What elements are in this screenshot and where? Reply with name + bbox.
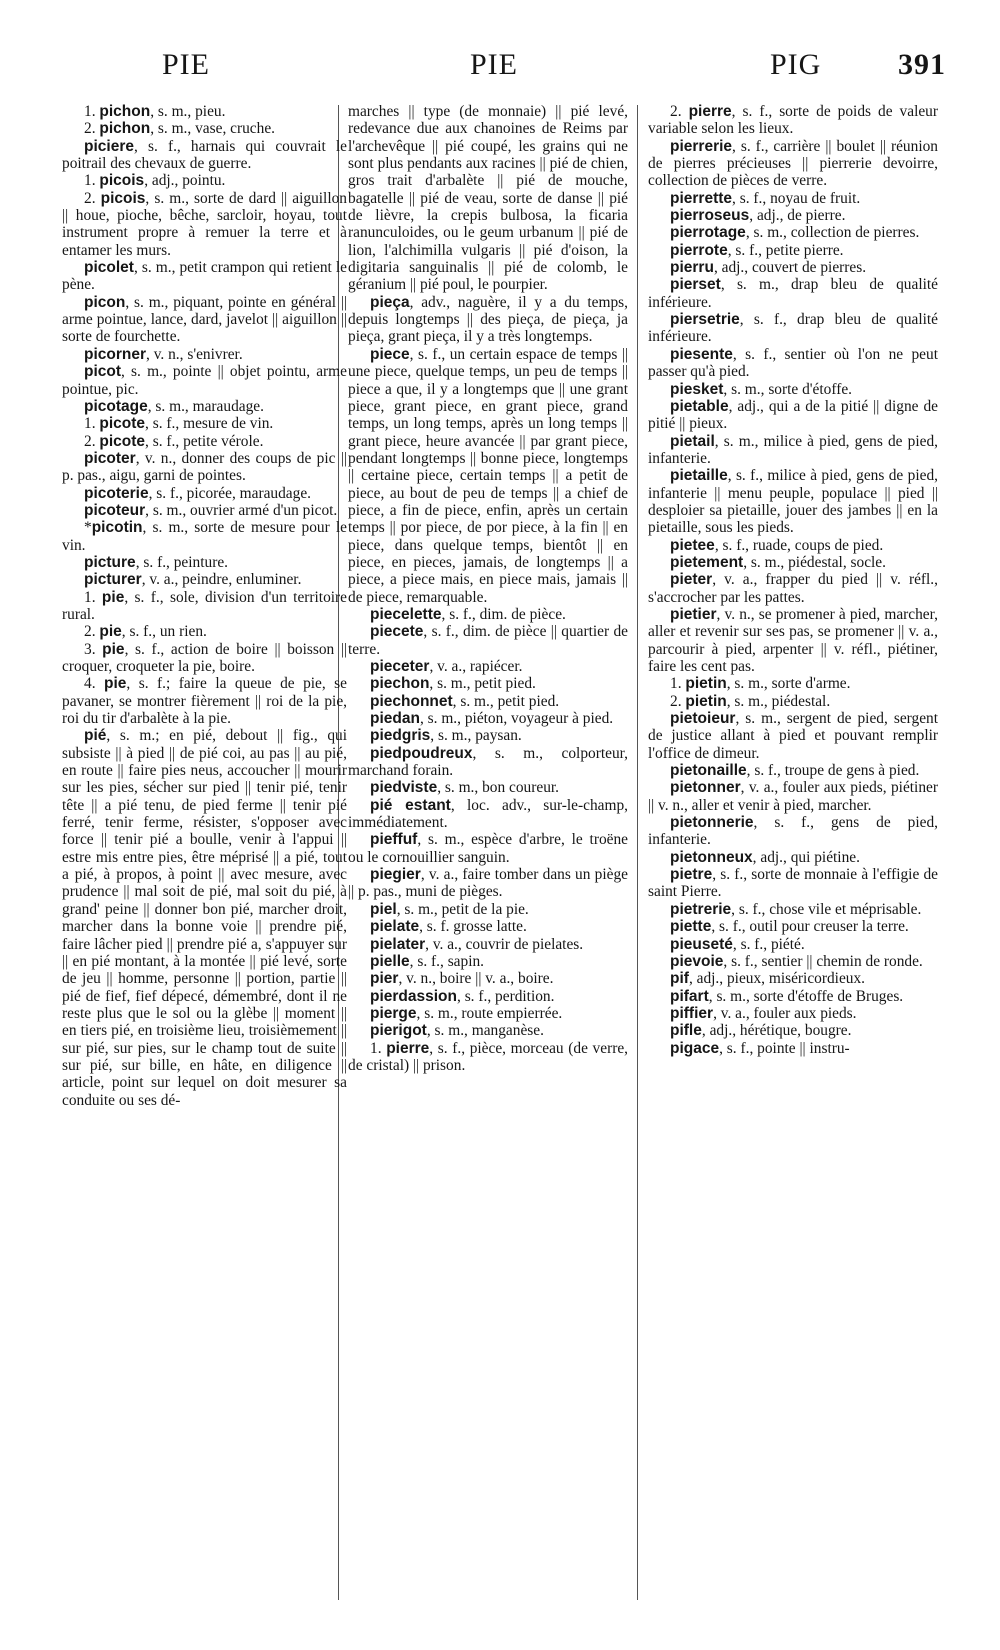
dictionary-entry [62,363,347,398]
headword: pierroseus [670,207,750,225]
dictionary-entry [648,779,938,814]
dictionary-entry [62,727,347,1109]
dictionary-entry [348,901,628,918]
dictionary-entry [648,1022,938,1039]
entry-number: 2. [670,103,689,120]
dictionary-entry [648,190,938,207]
headword: piechonnet [370,692,453,710]
headword: pierre [688,103,732,120]
headword: piechon [370,675,430,693]
dictionary-entry [62,623,347,640]
dictionary-entry [62,398,347,415]
running-head-center: PIE [470,48,518,81]
dictionary-entry [348,918,628,935]
definition: , v. a., frapper du pied || v. réfl., s'accrocher par les pattes. [648,571,938,606]
definition: , s. f., sapin. [409,952,485,970]
entry-number: 1. [84,103,100,120]
definition: , s. m., maraudage. [147,397,264,415]
dictionary-entry [648,988,938,1005]
headword: pietin [685,675,727,693]
dictionary-entry [648,571,938,606]
definition: , s. f., harnais qui couvrait le poitrail des chevaux de guerre. [62,137,347,173]
definition: , s. m., route empierrée. [416,1004,563,1022]
headword: picot [84,363,122,381]
definition: , s. f., drap bleu de qualité inférieure. [648,311,938,346]
page-header [0,40,1000,100]
dictionary-entry [648,710,938,762]
headword: piedviste [370,779,438,797]
definition: , v. a., fouler aux pieds. [713,1004,857,1022]
headword: pieceter [370,658,430,675]
dictionary-entry [62,294,347,346]
headword: pifart [670,987,709,1005]
headword: pielater [370,935,426,953]
headword: pierdassion [370,987,457,1005]
headword: pie [104,675,127,693]
dictionary-entry [348,1022,628,1039]
headword: pichon [99,103,151,120]
definition: , s. m., petit de la pie. [396,900,529,918]
definition: , adj., hérétique, bougre. [701,1022,852,1040]
definition: , s. m., milice à pied, gens de pied, infanterie. [648,432,938,467]
definition: , v. a., peindre, enluminer. [141,571,302,589]
definition: , adj., de pierre. [749,207,846,225]
entry-number: 1. [84,588,102,606]
definition: , s. f., petite vérole. [145,432,264,450]
definition: , s. f., mesure de vin. [145,415,274,433]
dictionary-entry [648,814,938,849]
definition: , adv., naguère, il y a du temps, depuis longtemps || des pieça, de pieça, ja pieça, grant pieça, il y a très longtemps. [348,293,628,346]
dictionary-entry [648,467,938,536]
headword: pielle [370,952,410,970]
definition: , s. f. grosse latte. [419,918,527,936]
dictionary-entry [648,866,938,901]
dictionary-entry [348,831,628,866]
headword: pietable [670,397,729,415]
definition: , s. f., perdition. [457,987,555,1005]
dictionary-entry [648,554,938,571]
dictionary-entry [648,433,938,468]
headword: pietonner [670,779,741,797]
headword: pierigot [370,1022,427,1040]
definition: , s. m., sergent de pied, sergent de justice allant à pied et pouvant remplir l'office de dimeur. [648,710,938,762]
dictionary-entry [348,745,628,780]
definition: , s. m., petit pied. [452,692,560,710]
definition: , s. m., sorte de dard || aiguillon || houe, pioche, bêche, sarcloir, hoyau, tout instrument propre à remuer la terre et à entamer les murs. [62,189,347,259]
dictionary-entry [648,259,938,276]
headword: pieça [370,293,410,311]
headword: picois [99,172,145,190]
entry-number: 2. [84,432,100,450]
headword: picturer [84,571,142,589]
dictionary-entry [648,606,938,675]
headword: pierrote [670,241,728,259]
definition: , s. f., sentier où l'on ne peut passer qu'à pied. [648,345,938,381]
dictionary-entry [648,207,938,224]
headword: pichon [99,120,151,138]
headword: picoteur [84,501,146,519]
headword: pierrette [670,189,733,207]
definition: , s. m., paysan. [430,727,522,745]
headword: picture [84,553,136,571]
headword: pierru [670,259,714,277]
definition: , s. f., dim. de pièce. [441,605,566,623]
headword: pifle [670,1022,702,1040]
definition: , v. a., faire tomber dans un piège || p. pas., muni de pièges. [348,866,628,901]
headword: pietaille [670,467,728,485]
headword: piel [370,900,397,918]
dictionary-entry [348,988,628,1005]
definition: , s. f., sole, division d'un territoire rural. [62,588,348,623]
definition: , adj., pointu. [144,172,226,190]
dictionary-entry [348,970,628,987]
dictionary-entry [348,1005,628,1022]
definition: , s. f., outil pour creuser la terre. [711,918,909,936]
headword: pierrerie [670,137,733,155]
headword: piersetrie [670,311,740,329]
definition: , s. m., collection de pierres. [745,224,920,242]
dictionary-entry [648,953,938,970]
entry-number: 4. [84,675,104,693]
definition: , s. m., piédestal. [726,692,831,710]
entry-number: 1. [370,1039,387,1057]
headword: pielate [370,918,420,936]
dictionary-entry [648,675,938,692]
dictionary-entry [348,346,628,606]
headword: pié estant [370,796,451,814]
headword: pietrerie [670,900,732,918]
definition: , s. m., drap bleu de qualité inférieure. [648,276,938,311]
definition: , s. f., troupe de gens à pied. [746,762,920,780]
headword: pietonnerie [670,814,754,832]
dictionary-entry [648,936,938,953]
definition: , adj., pieux, miséricordieux. [688,970,866,988]
dictionary-entry [648,693,938,710]
definition: , v. n., boire || v. a., boire. [398,970,554,988]
definition: , v. a., couvrir de pielates. [425,935,584,953]
headword: pievoie [670,952,724,970]
definition: , s. f., sorte de monnaie à l'effigie de saint Pierre. [648,866,938,901]
entry-number: 2. [84,623,100,641]
dictionary-entry [648,849,938,866]
entry-number: 2. [84,120,100,138]
dictionary-entry [62,433,347,450]
headword: pietin [685,692,727,710]
dictionary-entry [62,138,347,173]
headword: picote [99,415,146,433]
definition: , s. m., petit pied. [429,675,536,693]
column-3 [648,103,938,1057]
headword: pieter [670,571,713,589]
headword: picote [99,432,146,450]
headword: pigace [670,1039,720,1057]
headword: pierset [670,276,721,294]
definition: , s. f., chose vile et méprisable. [731,900,922,918]
definition: , adj., qui piétine. [752,848,860,866]
dictionary-entry [62,641,347,676]
headword: piesente [670,345,733,363]
dictionary-entry [348,658,628,675]
headword: pie [102,640,125,658]
running-head-left: PIE [162,48,210,81]
definition: , s. f., picorée, maraudage. [148,484,311,502]
definition: , adj., qui a de la pitié || digne de pitié || pieux. [648,397,938,433]
dictionary-entry [648,103,938,138]
dictionary-entry [648,762,938,779]
definition: , s. m., petit crampon qui retient le pène. [62,259,347,294]
headword: pietonneux [670,848,753,866]
dictionary-entry [348,866,628,901]
definition: , s. f., pointe || instru- [719,1039,850,1057]
dictionary-entry [648,276,938,311]
dictionary-entry [648,1005,938,1022]
headword: pieffuf [370,831,418,849]
headword: pierre [386,1039,430,1057]
column-1 [62,103,347,1109]
headword: piecete [370,623,424,641]
headword: pierge [370,1004,417,1022]
dictionary-entry [62,172,347,189]
dictionary-entry [62,346,347,363]
dictionary-entry [648,918,938,935]
dictionary-entry [648,537,938,554]
definition: , s. m.; en pié, debout || fig., qui subsiste || à pied || de pié coi, au pas || au pié, en route || faire pies neus, accoucher || mourir sur les pies, sécher sur pied || tenir pié, tenir tête || a pié tenu, de pied ferme || tenir pié ferré, tenir ferme, résister, s'opposer avec force || tenir pié a boulle, venir à l'appui || estre mis entre pies, être méprisé || a pié, tout a pié, à propos, à point || avec mesure, avec prudence || mal soit de pié, mal soit du pié, à grand' peine || donner bon pié, marcher droit, marcher dans la bonne voie || prendre pié, faire lâcher pied || prendre pié a, s'appuyer sur || en pié montant, à la montée || pié levé, sorte de jeu || homme, personne || portion, partie || pié de fief, fief dépecé, démembré, dont il ne reste plus que le sol ou la glèbe || moment || en tiers pié, en troisième lieu, troisièmement || sur pié, sur pies, sur le champ tout de suite || sur pié, sur bille, en hâte, en diligence || article, point sur lequel on doit mesurer sa conduite ou ses dé- [62,727,347,1109]
definition: , s. m., sorte d'étoffe de Bruges. [708,987,904,1005]
headword: piecelette [370,605,442,623]
headword: pieuseté [670,935,733,953]
definition: , s. m., ouvrier armé d'un picot. [145,501,338,519]
headword: picoterie [84,484,149,502]
dictionary-entry [62,502,347,519]
definition: , loc. adv., sur-le-champ, immédiatement. [348,796,628,832]
dictionary-entry [648,1040,938,1057]
definition: , s. m., espèce d'arbre, le troëne ou le cornouillier sanguin. [348,831,628,866]
headword: picois [100,189,146,207]
definition: , s. f., un rien. [121,623,207,641]
column-divider [637,105,638,1600]
page-number: 391 [898,48,946,81]
definition: , s. m., sorte d'étoffe. [723,380,853,398]
definition: , s. f., ruade, coups de pied. [714,536,884,554]
entry-number: 1. [84,172,100,190]
dictionary-entry [348,103,628,294]
definition: , s. f., un certain espace de temps || une piece, quelque temps, un peu de temps || piece a que, il y a longtemps que || une grant piece, grant piece, en grant piece, grand temps, un long temps, après un long temps || grant piece, heure avancée || par grant piece, pendant longtemps || bonne piece, longtemps || certaine piece, certain temps || a petit de piece, au bout de peu de temps || a chief de piece, a fin de piece, enfin, après un certain temps || por piece, de por piece, à la fin || en piece, dans quelque temps, bientôt || en piece, en pieces, jamais, de longtemps || a piece, a piece mais, en piece mais, jamais || de piece, remarquable. [348,345,628,606]
headword: pif [670,970,689,988]
headword: pietre [670,866,713,884]
headword: piece [370,345,410,363]
definition: , v. a., rapiécer. [429,658,523,675]
definition: , s. m., sorte d'arme. [726,675,851,693]
dictionary-entry [62,190,347,259]
headword: piesket [670,380,724,398]
definition: , s. f., milice à pied, gens de pied, infanterie || menu peuple, populace || pied || desploier sa pietaille, jouer des jambes || en la pietaille, sous les pieds. [648,467,938,537]
dictionary-entry [348,1040,628,1075]
headword: pierrotage [670,224,746,242]
definition: , s. m., colporteur, marchand forain. [348,744,628,780]
definition: , s. m., sorte de mesure pour le vin. [62,519,347,554]
definition: , s. f., peinture. [135,553,229,571]
definition: , s. f., sorte de poids de valeur variable selon les lieux. [648,103,939,138]
definition: , s. m., pieu. [150,103,226,120]
dictionary-entry [648,398,938,433]
dictionary-entry [348,936,628,953]
headword: piedgris [370,727,431,745]
dictionary-entry [648,224,938,241]
dictionary-entry [648,346,938,381]
dictionary-entry [648,242,938,259]
headword: piedpoudreux [370,744,473,762]
headword: pié [84,727,107,745]
definition: , s. f., gens de pied, infanterie. [648,814,938,849]
entry-number: 3. [84,640,103,658]
headword: pie [99,623,122,641]
entry-number: 1. [670,675,686,693]
dictionary-entry [62,675,347,727]
definition: , s. f., carrière || boulet || réunion de pierres précieuses || pierrerie devoirre, collection de pièces de verre. [648,137,938,190]
headword: pietonaille [670,762,747,780]
dictionary-entry [348,727,628,744]
running-head-right: PIG [770,48,822,81]
definition: , adj., couvert de pierres. [713,259,867,277]
headword: pietement [670,553,744,571]
dictionary-entry [648,970,938,987]
headword: pie [101,588,125,606]
definition: , s. f., piété. [732,935,805,953]
definition: , s. f., noyau de fruit. [732,189,861,207]
dictionary-entry [62,571,347,588]
definition: , s. f.; faire la queue de pie, se pavaner, se montrer fièrement || roi de la pie, roi du tir d'arbalète à la pie. [62,675,347,728]
headword: pietee [670,536,715,554]
definition: , v. n., donner des coups de pic || p. pas., aigu, garni de pointes. [62,449,347,485]
dictionary-entry [62,485,347,502]
dictionary-entry [62,120,347,137]
definition: , v. n., se promener à pied, marcher, aller et revenir sur ses pas, se promener || v. a., parcourir à pied, arpenter || v. réfl., piétiner, faire les cent pas. [648,605,938,675]
headword: pier [370,970,399,988]
definition: , v. n., s'enivrer. [146,345,243,363]
dictionary-entry [348,294,628,346]
headword: picoter [84,449,136,467]
headword: piffier [670,1004,714,1022]
dictionary-entry [62,415,347,432]
definition: , s. f., action de boire || boisson || croquer, croqueter la pie, boire. [62,640,348,675]
dictionary-entry [348,693,628,710]
headword: picotin [91,519,143,537]
entry-number: 2. [670,692,686,710]
headword: pietier [670,605,717,623]
dictionary-entry [62,519,347,554]
dictionary-entry [348,797,628,832]
entry-number: * [84,519,92,537]
dictionary-entry [62,554,347,571]
definition: , s. m., vase, cruche. [150,120,275,138]
definition: , s. f., dim. de pièce || quartier de terre. [348,623,628,658]
definition: , s. m., pointe || objet pointu, arme pointue, pic. [62,363,347,398]
definition: , s. m., bon coureur. [437,779,560,797]
headword: piette [670,918,712,936]
definition: marches || type (de monnaie) || pié levé, redevance due aux chanoines de Reims par l'archevêque || pié coupé, les grains qui ne sont plus pendants aux racines || pié de chien, gros trait d'arbalète || pié de mouche, bagatelle || pié de veau, sorte de danse || pié de lièvre, la crepis bulbosa, la ficaria ranunculoides, ou le geum urbanum || pié de lion, l'alchimilla vulgaris || pié d'oison, la digitaria sanguinalis || pié de colomb, le géranium || pié poul, le pourpier. [348,103,628,294]
dictionary-entry [348,953,628,970]
dictionary-entry [648,901,938,918]
entry-number: 2. [84,189,101,207]
headword: piegier [370,866,421,884]
dictionary-entry [648,138,938,190]
headword: pietail [670,432,715,450]
dictionary-entry [348,779,628,796]
dictionary-entry [62,589,347,624]
definition: , s. f., pièce, morceau (de verre, de cristal) || prison. [348,1039,629,1074]
dictionary-entry [648,381,938,398]
headword: piciere [84,137,134,155]
headword: pietoieur [670,710,736,728]
definition: , s. m., piéton, voyageur à pied. [419,710,614,728]
dictionary-entry [62,259,347,294]
definition: , v. a., fouler aux pieds, piétiner || v. n., aller et venir à pied, marcher. [648,779,938,814]
dictionary-entry [348,675,628,692]
definition: , s. m., piédestal, socle. [743,553,886,571]
dictionary-entry [62,450,347,485]
headword: piedan [370,710,420,728]
column-2 [348,103,628,1074]
headword: picotage [84,397,148,415]
dictionary-entry [348,710,628,727]
headword: picolet [84,259,134,277]
headword: picon [84,293,126,311]
entry-number: 1. [84,415,100,433]
headword: picorner [84,345,147,363]
definition: , s. m., manganèse. [426,1022,544,1040]
definition: , s. f., petite pierre. [727,241,844,259]
dictionary-entry [648,311,938,346]
dictionary-entry [348,623,628,658]
definition: , s. m., piquant, pointe en général || arme pointue, lance, dard, javelot || aiguillon || sorte de fourchette. [62,293,347,346]
definition: , s. f., sentier || chemin de ronde. [723,952,923,970]
dictionary-entry [348,606,628,623]
dictionary-entry [62,103,347,120]
